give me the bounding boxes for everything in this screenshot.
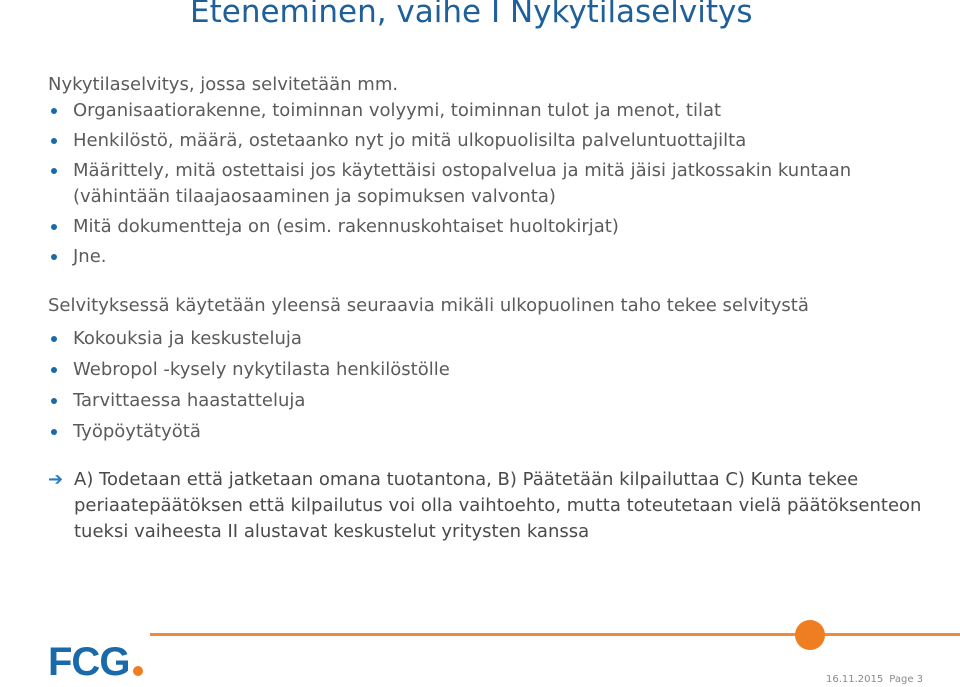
list-item-text: Määrittely, mitä ostettaisi jos käytettäisi ostopalvelua ja mitä jäisi jatkossakin kuntaan (vähintään tilaajaosaaminen ja sopimuksen valvonta) [73, 160, 852, 207]
bullet-icon [51, 254, 57, 260]
section2-bullet-list [48, 326, 948, 445]
bullet-icon [51, 398, 57, 404]
conclusion-block [48, 467, 948, 545]
bullet-icon [51, 224, 57, 230]
list-item [48, 419, 948, 445]
arrow-right-icon: ➔ [48, 469, 64, 490]
list-item [48, 128, 948, 154]
section2 [48, 293, 948, 445]
section1-bullet-list [48, 98, 948, 270]
list-item-text: Kokouksia ja keskusteluja [73, 328, 302, 349]
bullet-icon [51, 429, 57, 435]
list-item [48, 158, 948, 210]
section2-intro: Selvityksessä käytetään yleensä seuraavia mikäli ulkopuolinen taho tekee selvitystä [48, 295, 809, 316]
list-item-text: Jne. [73, 246, 107, 267]
slide-content [48, 72, 948, 545]
list-item [48, 244, 948, 270]
bullet-icon [51, 138, 57, 144]
footer-date: 16.11.2015 [826, 674, 884, 685]
list-item [48, 357, 948, 383]
list-item-text: Mitä dokumentteja on (esim. rakennuskohtaiset huoltokirjat) [73, 216, 619, 237]
list-item-text: Työpöytätyötä [73, 421, 201, 442]
footer-orange-circle-icon [795, 620, 825, 650]
bullet-icon [51, 336, 57, 342]
fcg-logo [48, 642, 143, 682]
bullet-icon [51, 168, 57, 174]
list-item [48, 326, 948, 352]
list-item-text: Organisaatiorakenne, toiminnan volyymi, toiminnan tulot ja menot, tilat [73, 100, 722, 121]
page-number: Page 3 [889, 674, 924, 685]
bullet-icon [51, 367, 57, 373]
logo-dot-icon [133, 666, 143, 676]
list-item-text: Henkilöstö, määrä, ostetaanko nyt jo mitä ulkopuolisilta palveluntuottajilta [73, 130, 747, 151]
list-item [48, 388, 948, 414]
slide-title: Eteneminen, vaihe I Nykytilaselvitys [190, 0, 753, 30]
list-item [48, 98, 948, 124]
bullet-icon [51, 108, 57, 114]
list-item-text: Tarvittaessa haastatteluja [73, 390, 306, 411]
section1-intro: Nykytilaselvitys, jossa selvitetään mm. [48, 74, 399, 95]
footer-divider [150, 633, 960, 636]
logo-text: FCG [48, 640, 130, 684]
conclusion-text: A) Todetaan että jatketaan omana tuotantona, B) Päätetään kilpailuttaa C) Kunta tekee periaatepäätöksen että kilpailutus voi olla vaihtoehto, mutta toteutetaan vielä päätöksenteon tueksi vaiheesta II alustavat keskustelut yritysten kanssa [74, 469, 922, 542]
footer-meta [826, 674, 923, 685]
list-item [48, 214, 948, 240]
list-item-text: Webropol -kysely nykytilasta henkilöstölle [73, 359, 450, 380]
